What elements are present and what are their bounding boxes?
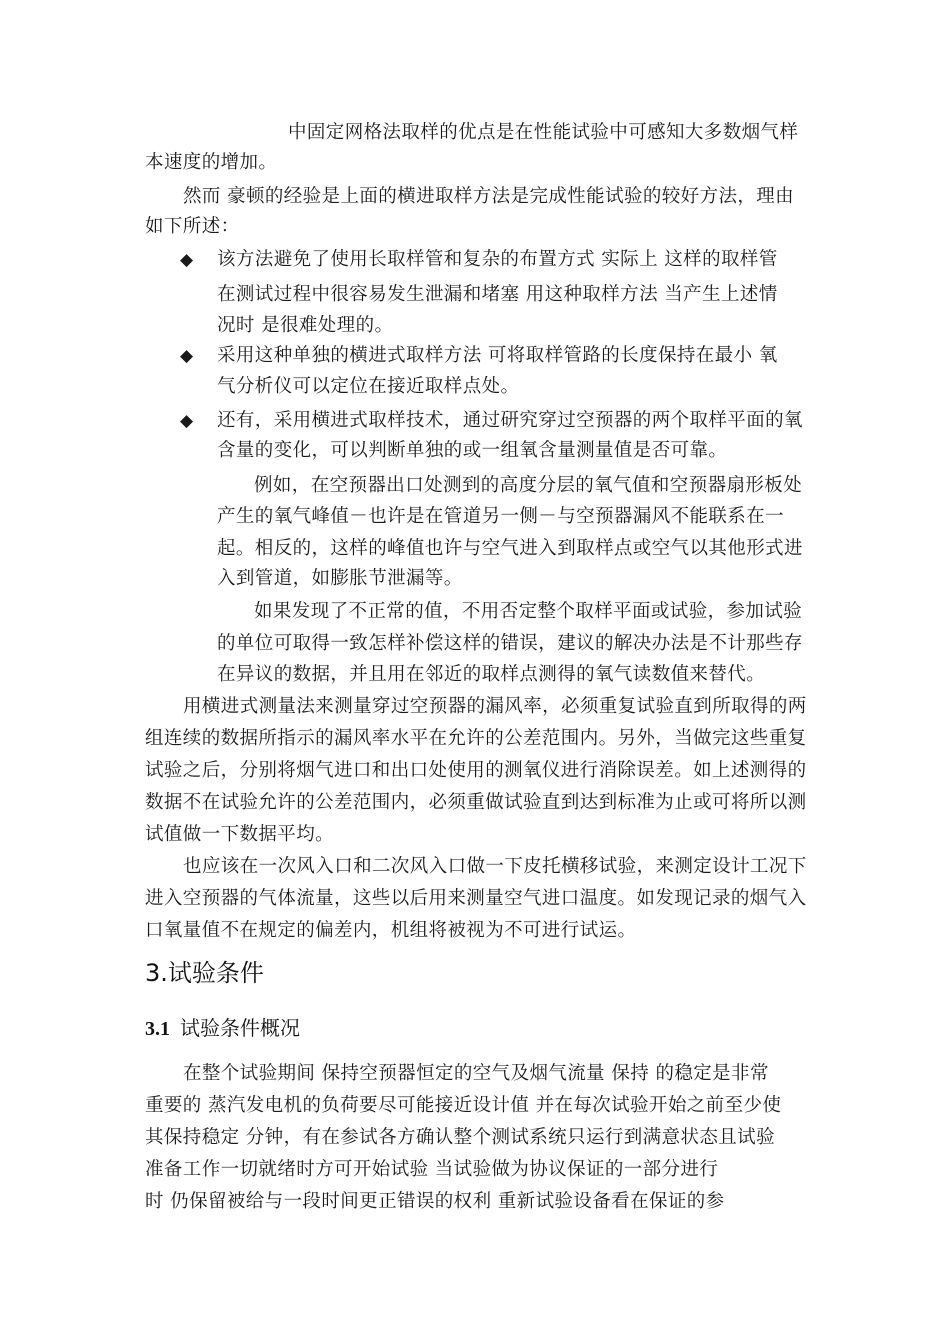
intro-line-2: 本速度的增加。: [145, 152, 278, 173]
example-line-4: 入到管道，如膨胀节泄漏等。: [217, 568, 463, 589]
example-line-1: 例如，在空预器出口处测到的高度分层的氧气值和空预器扇形板处: [254, 475, 803, 496]
bullet-2-line-1: 采用这种单独的横进式取样方法 可将取样管路的长度保持在最小 氧: [217, 345, 778, 366]
bullet-1-line-1: 该方法避免了使用长取样管和复杂的布置方式 实际上 这样的取样管: [217, 249, 778, 270]
leakage-line-2: 组连续的数据所指示的漏风率水平在允许的公差范围内。另外，当做完这些重复: [145, 728, 807, 749]
conditions-line-3: 其保持稳定 分钟，有在参试各方确认整个测试系统只运行到满意状态且试验: [145, 1127, 775, 1148]
bullet-3-line-1: 还有，采用横进式取样技术，通过研究穿过空预器的两个取样平面的氧: [217, 410, 803, 431]
para-however-line-1: 然而 豪顿的经验是上面的横进取样方法是完成性能试验的较好方法，理由: [183, 186, 795, 207]
pitot-line-3: 口氧量值不在规定的偏差内，机组将被视为不可进行试运。: [145, 920, 637, 941]
example-line-2: 产生的氧气峰值－也许是在管道另一侧－与空预器漏风不能联系在一: [217, 506, 785, 527]
leakage-line-3: 试验之后，分别将烟气进口和出口处使用的测氧仪进行消除误差。如上述测得的: [145, 760, 807, 781]
bullet-1-line-3: 况时 是很难处理的。: [217, 315, 394, 336]
section-3-1-number: 3.1: [145, 1018, 170, 1040]
bullet-3-line-2: 含量的变化，可以判断单独的或一组氧含量测量值是否可靠。: [217, 440, 728, 461]
pitot-line-1: 也应该在一次风入口和二次风入口做一下皮托横移试验，来测定设计工况下: [183, 856, 807, 877]
bullet-diamond-icon: ◆: [180, 250, 194, 270]
section-3-heading: 3.试验条件: [145, 959, 264, 987]
conditions-line-5: 时 仍保留被给与一段时间更正错误的权利 重新试验设备看在保证的参: [145, 1191, 725, 1212]
leakage-line-5: 试值做一下数据平均。: [145, 824, 335, 845]
abnormal-line-3: 在异议的数据，并且用在邻近的取样点测得的氧气读数值来替代。: [217, 664, 766, 685]
bullet-1-line-2: 在测试过程中很容易发生泄漏和堵塞 用这种取样方法 当产生上述情: [217, 284, 778, 305]
abnormal-line-2: 的单位可取得一致怎样补偿这样的错误，建议的解决办法是不计那些存: [217, 633, 803, 654]
leakage-line-1: 用横进式测量法来测量穿过空预器的漏风率，必须重复试验直到所取得的两: [183, 696, 807, 717]
intro-line-1: 中固定网格法取样的优点是在性能试验中可感知大多数烟气样: [288, 122, 799, 143]
section-3-1-heading: [145, 1014, 300, 1043]
para-however-line-2: 如下所述：: [145, 216, 240, 237]
pitot-line-2: 进入空预器的气体流量，这些以后用来测量空气进口温度。如发现记录的烟气入: [145, 888, 807, 909]
conditions-line-4: 准备工作一切就绪时方可开始试验 当试验做为协议保证的一部分进行: [145, 1159, 719, 1180]
bullet-2-line-2: 气分析仪可以定位在接近取样点处。: [217, 376, 520, 397]
leakage-line-4: 数据不在试验允许的公差范围内，必须重做试验直到达到标准为止或可将所以测: [145, 792, 807, 813]
conditions-line-2: 重要的 蒸汽发电机的负荷要尽可能接近设计值 并在每次试验开始之前至少使: [145, 1095, 782, 1116]
example-line-3: 起。相反的，这样的峰值也许与空气进入到取样点或空气以其他形式进: [217, 538, 803, 559]
section-3-1-title: 试验条件概况: [180, 1016, 300, 1040]
bullet-diamond-icon: ◆: [180, 411, 194, 431]
bullet-diamond-icon: ◆: [180, 346, 194, 366]
conditions-line-1: 在整个试验期间 保持空预器恒定的空气及烟气流量 保持 的稳定是非常: [183, 1063, 769, 1084]
abnormal-line-1: 如果发现了不正常的值，不用否定整个取样平面或试验，参加试验: [254, 601, 803, 622]
